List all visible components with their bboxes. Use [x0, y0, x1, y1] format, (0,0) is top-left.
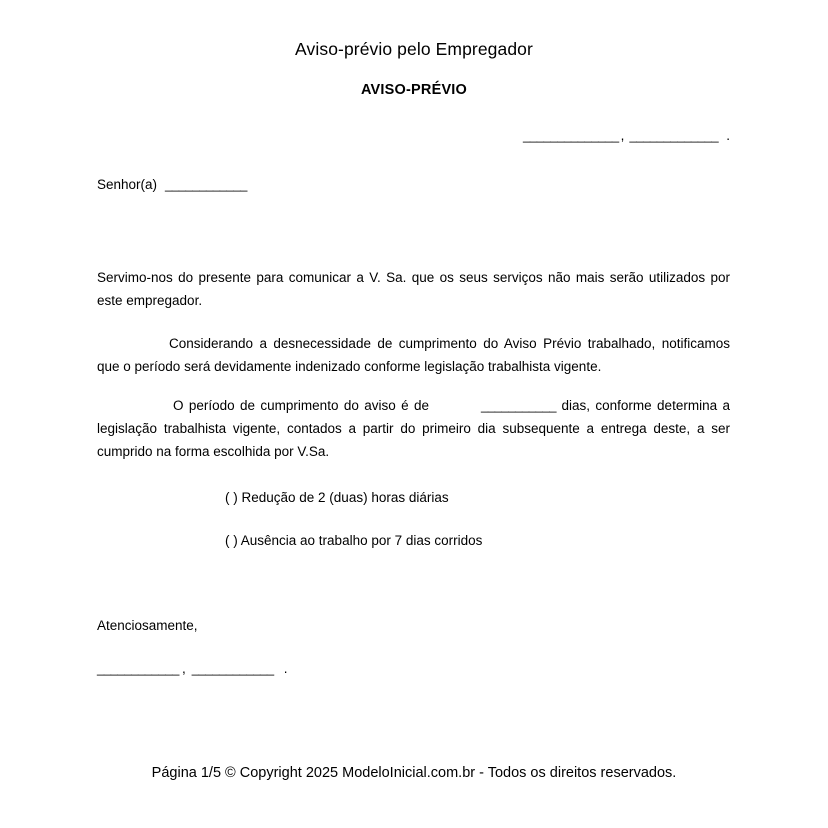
addressee-line [97, 175, 247, 195]
period-text-after: dias, conforme determina a legislação trabalhista vigente, contados a partir do primeiro dia subsequente a entrega deste, a ser cumprido na forma escolhida por V.Sa. [97, 398, 730, 459]
page-footer: Página 1/5 © Copyright 2025 ModeloInicial.com.br - Todos os direitos reservados. [151, 765, 677, 781]
paragraph-indemnified: Considerando a desnecessidade de cumprimento do Aviso Prévio trabalhado, notificamos que o período será devidamente indenizado conforme legislação trabalhista vigente. [97, 336, 730, 374]
signature-date-line [97, 659, 287, 679]
document-heading: AVISO-PRÉVIO [360, 82, 468, 98]
date-line-separator: , [620, 128, 625, 143]
date-blank-field[interactable]: _____________ [629, 128, 719, 143]
closing-salutation: Atenciosamente, [97, 618, 198, 633]
option-absence-days[interactable]: ( ) Ausência ao trabalho por 7 dias corridos [225, 533, 483, 548]
days-blank-field[interactable]: ___________ [481, 398, 557, 413]
closing-date-blank-field[interactable]: ____________ [191, 661, 274, 676]
option-reduced-hours[interactable]: ( ) Redução de 2 (duas) horas diárias [225, 490, 449, 505]
page-title: Aviso-prévio pelo Empregador [295, 39, 533, 59]
closing-terminator: . [283, 661, 288, 676]
period-text-before: O período de cumprimento do aviso é de [173, 398, 429, 413]
place-blank-field[interactable]: ______________ [523, 128, 619, 143]
closing-place-blank-field[interactable]: ____________ [97, 661, 179, 676]
addressee-name-field[interactable]: ____________ [165, 177, 248, 192]
date-line-terminator: . [726, 128, 730, 143]
addressee-label: Senhor(a) [97, 177, 158, 192]
paragraph-notice: Servimo-nos do presente para comunicar a V. Sa. que os seus serviços não mais serão utilizados por este empregador. [97, 270, 730, 308]
date-location-line [97, 126, 730, 146]
closing-separator: , [181, 661, 186, 676]
paragraph-period [97, 394, 730, 463]
